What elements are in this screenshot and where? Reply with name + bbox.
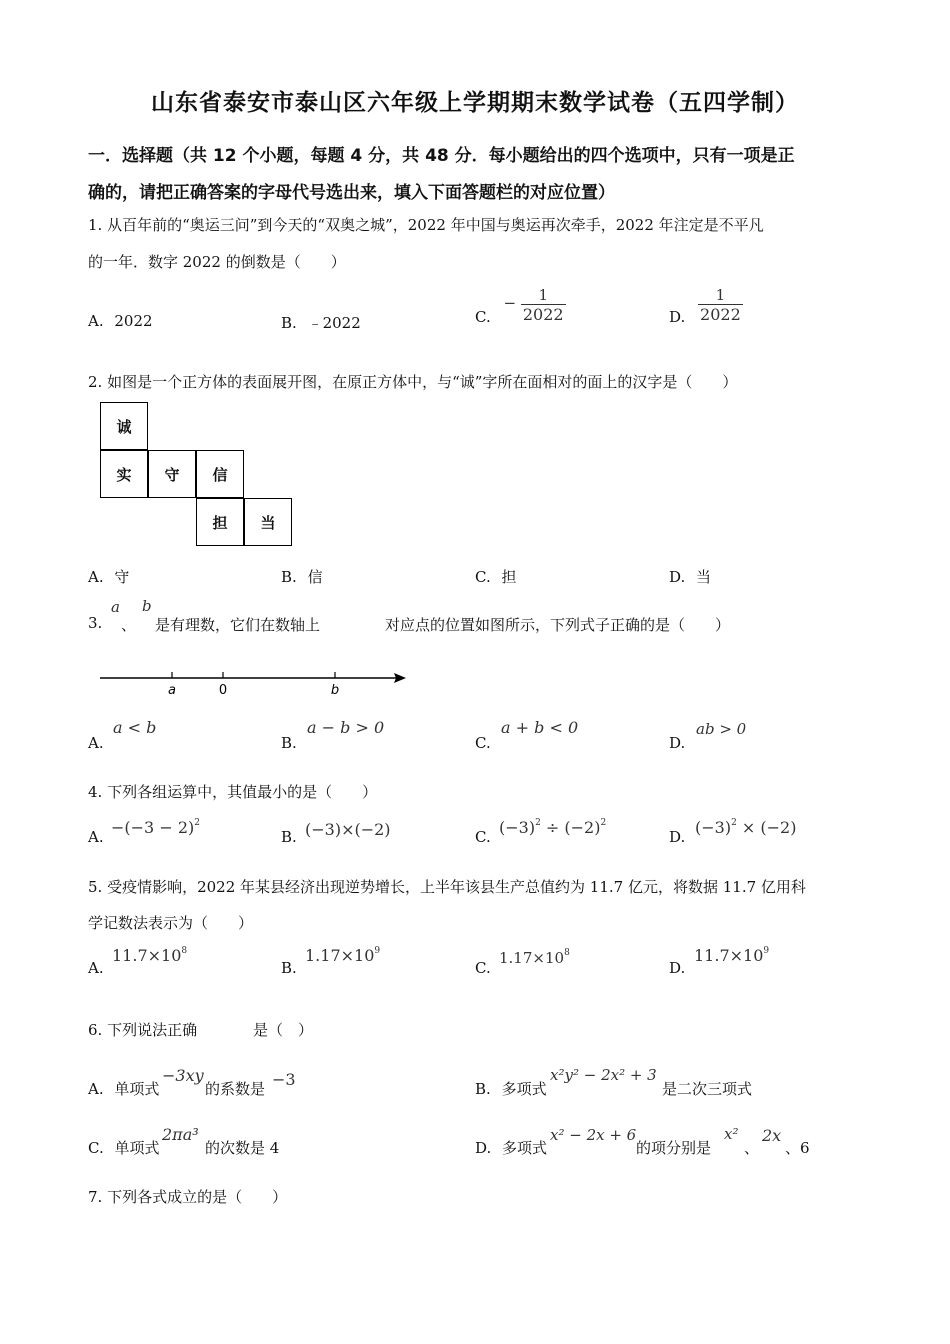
option-label: C. — [475, 959, 491, 977]
q3-text-part1: 是有理数，它们在数轴上 — [155, 616, 321, 634]
expr-exponent: 2 — [600, 818, 607, 828]
net-cell-xin: 信 — [196, 450, 244, 498]
expr-base: 11.7×10 — [112, 946, 182, 965]
option-text: 守 — [114, 568, 130, 586]
q7-text: 7. 下列各式成立的是（ ） — [88, 1188, 288, 1206]
option-prefix: 单项式 — [114, 1139, 160, 1157]
option-text: ﹣2022 — [307, 314, 361, 332]
number-line-figure — [98, 662, 410, 702]
option-label: B. — [475, 1080, 491, 1098]
q5-text-line2: 学记数法表示为（ ） — [88, 914, 254, 932]
cube-net-figure — [100, 402, 295, 548]
q1-text-line2: 的一年．数字 2022 的倒数是（ ） — [88, 253, 346, 271]
expr-exponent: 8 — [181, 946, 188, 956]
option-label: C. — [475, 568, 491, 586]
q2-text: 2. 如图是一个正方体的表面展开图，在原正方体中，与“诚”字所在面相对的面上的汉字是（ ） — [88, 373, 738, 391]
option-label: A. — [88, 959, 104, 977]
fraction-denominator: 2022 — [700, 305, 741, 324]
expr-factor: × (−2) — [736, 818, 797, 837]
q1-option-d[interactable] — [669, 286, 743, 325]
expr-exponent: 2 — [535, 818, 541, 828]
q2-option-b[interactable] — [281, 566, 323, 587]
axis-label-a: a — [168, 683, 176, 698]
q5-option-a-expr — [112, 946, 187, 965]
expr-exponent: 2 — [194, 818, 200, 828]
q6-option-a-expr: −3xy — [162, 1066, 204, 1085]
q4-option-a[interactable] — [88, 828, 104, 846]
q6-option-d-sep2: 、6 — [785, 1139, 810, 1157]
q6-option-a-mid: 的系数是 — [205, 1080, 266, 1098]
option-text: 担 — [501, 568, 517, 586]
q2-option-a[interactable] — [88, 566, 129, 587]
fraction — [521, 286, 566, 325]
q3-var-b: b — [142, 597, 152, 615]
net-cell-shi: 实 — [100, 450, 148, 498]
option-text: 信 — [307, 568, 323, 586]
option-label: B. — [281, 959, 297, 977]
q4-option-b-expr: (−3)×(−2) — [305, 820, 391, 839]
option-label: A. — [88, 828, 104, 846]
q2-option-d[interactable] — [669, 566, 711, 587]
q4-option-c[interactable] — [475, 828, 491, 846]
expr-base: 1.17×10 — [499, 949, 565, 967]
page-title: 山东省泰安市泰山区六年级上学期期末数学试卷（五四学制） — [151, 90, 799, 116]
axis-label-zero: 0 — [218, 683, 228, 698]
q2-option-c[interactable] — [475, 566, 517, 587]
option-label: D. — [669, 828, 686, 846]
net-cell-cheng: 诚 — [100, 402, 148, 450]
q6-option-a-value: −3 — [272, 1070, 296, 1089]
q3-separator: 、 — [121, 616, 137, 634]
expr-divisor: ÷ (−2) — [540, 818, 601, 837]
option-label: A. — [88, 568, 104, 586]
fraction — [698, 286, 743, 325]
q6-option-c-post: 的次数是 4 — [205, 1139, 280, 1157]
option-label: A. — [88, 1080, 104, 1098]
q6-option-c-expr: 2πa³ — [162, 1125, 199, 1144]
q3-text-part2: 对应点的位置如图所示，下列式子正确的是（ ） — [385, 616, 731, 634]
section-heading-line1: 一．选择题（共 12 个小题，每题 4 分，共 48 分．每小题给出的四个选项中，只有一项是正 — [88, 146, 795, 166]
option-label: B. — [281, 734, 297, 752]
q3-option-a[interactable] — [88, 734, 104, 752]
expr-base: (−3) — [695, 818, 732, 837]
q6-option-a[interactable] — [88, 1078, 159, 1099]
q5-option-a[interactable] — [88, 959, 104, 977]
q5-text-line1: 5. 受疫情影响，2022 年某县经济出现逆势增长，上半年该县生产总值约为 11.7 亿元，将数据 11.7 亿用科 — [88, 878, 806, 896]
q6-option-d-term1: x² — [724, 1125, 739, 1143]
option-label: C. — [475, 734, 491, 752]
option-label: D. — [669, 959, 686, 977]
q3-option-d[interactable] — [669, 734, 685, 752]
expr-exponent: 8 — [564, 948, 570, 958]
q4-text: 4. 下列各组运算中，其值最小的是（ ） — [88, 783, 378, 801]
q4-option-d-expr — [695, 818, 796, 837]
option-prefix: 多项式 — [501, 1080, 547, 1098]
section-heading-line2: 确的，请把正确答案的字母代号选出来，填入下面答题栏的对应位置） — [88, 183, 615, 203]
expr-base: (−3) — [499, 818, 536, 837]
q4-option-b[interactable] — [281, 828, 297, 846]
q3-option-d-expr: ab > 0 — [696, 720, 747, 738]
q3-option-b[interactable] — [281, 734, 297, 752]
expr-exponent: 9 — [374, 946, 381, 956]
option-label: C. — [475, 307, 491, 326]
option-label: D. — [669, 307, 686, 326]
option-text: 当 — [696, 568, 712, 586]
q3-option-b-expr: a − b > 0 — [307, 718, 385, 737]
option-label: B. — [281, 568, 297, 586]
option-prefix: 单项式 — [114, 1080, 160, 1098]
fraction-numerator: 1 — [538, 286, 548, 304]
q6-text-part2: 是（ ） — [253, 1021, 314, 1039]
axis-label-b: b — [330, 683, 340, 698]
expr-base: 1.17×10 — [305, 946, 375, 965]
fraction-numerator: 1 — [715, 286, 726, 304]
q6-text-part1: 6. 下列说法正确 — [88, 1021, 198, 1039]
fraction-denominator: 2022 — [522, 305, 564, 324]
q5-option-b-expr — [305, 946, 380, 965]
q4-option-d[interactable] — [669, 828, 685, 846]
option-label: A. — [88, 312, 104, 330]
q6-option-d-mid: 的项分别是 — [636, 1139, 712, 1157]
option-label: D. — [669, 734, 686, 752]
q4-option-a-expr — [111, 818, 200, 837]
expr-exponent: 9 — [763, 946, 770, 956]
q1-option-b[interactable] — [281, 312, 361, 333]
expr-base: 11.7×10 — [694, 946, 764, 965]
expr-exponent: 2 — [731, 818, 737, 828]
q3-option-a-expr: a < b — [113, 718, 157, 737]
q6-option-d[interactable] — [475, 1137, 547, 1158]
q3-var-a: a — [111, 598, 120, 616]
q5-option-c-expr — [499, 948, 570, 967]
minus-sign: − — [503, 293, 517, 312]
option-prefix: 多项式 — [502, 1139, 548, 1157]
net-cell-dan: 担 — [196, 498, 244, 546]
option-label: C. — [88, 1139, 104, 1157]
q5-option-d[interactable] — [669, 959, 685, 977]
q3-option-c[interactable] — [475, 734, 491, 752]
q3-option-c-expr: a + b < 0 — [501, 718, 579, 737]
q5-option-c[interactable] — [475, 959, 491, 977]
option-label: D. — [475, 1139, 492, 1157]
q6-option-d-expr: x² − 2x + 6 — [550, 1126, 637, 1144]
option-label: A. — [88, 734, 104, 752]
option-label: B. — [281, 828, 297, 846]
expr-base: −(−3 − 2) — [111, 818, 195, 837]
option-label: B. — [281, 314, 297, 332]
q6-option-b-post: 是二次三项式 — [662, 1080, 753, 1098]
q6-option-d-term2: 2x — [762, 1126, 782, 1145]
q6-option-d-sep1: 、 — [744, 1139, 760, 1157]
q6-option-b-expr: x²y² − 2x² + 3 — [550, 1066, 657, 1084]
option-label: C. — [475, 828, 491, 846]
q6-option-c[interactable] — [88, 1137, 160, 1158]
q1-option-c[interactable] — [475, 286, 566, 325]
net-cell-shou: 守 — [148, 450, 196, 498]
q5-option-b[interactable] — [281, 959, 297, 977]
net-cell-dang: 当 — [244, 498, 292, 546]
option-text: 2022 — [114, 312, 153, 330]
q6-option-b[interactable] — [475, 1078, 547, 1099]
q1-option-a[interactable] — [88, 312, 153, 330]
q3-number: 3. — [88, 614, 103, 632]
q5-option-d-expr — [694, 946, 769, 965]
option-label: D. — [669, 568, 686, 586]
q4-option-c-expr — [499, 818, 606, 837]
q1-text-line1: 1. 从百年前的“奥运三问”到今天的“双奥之城”，2022 年中国与奥运再次牵手，2022 年注定是不平凡 — [88, 216, 764, 234]
